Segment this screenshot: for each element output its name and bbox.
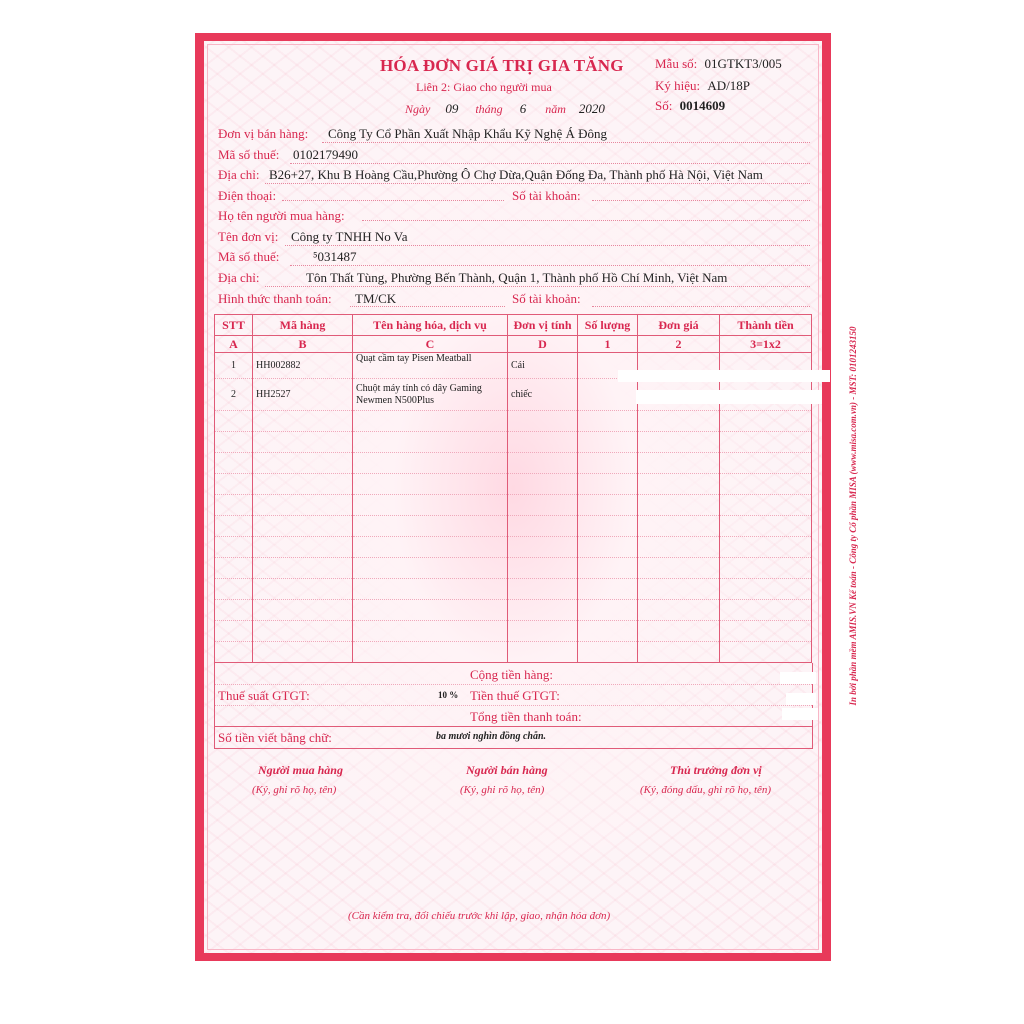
seller-signature-title: Người bán hàng <box>466 763 548 777</box>
buyer-person-label: Họ tên người mua hàng: <box>218 208 345 223</box>
buyer-address: Tôn Thất Tùng, Phường Bến Thành, Quận 1, Thành phố Hồ Chí Minh, Việt Nam <box>306 270 728 285</box>
col-header-price: Đơn giá <box>638 315 720 336</box>
buyer-company: Công ty TNHH No Va <box>291 229 408 244</box>
empty-row <box>215 474 812 495</box>
empty-row <box>215 432 812 453</box>
invoice-title: HÓA ĐƠN GIÁ TRỊ GIA TĂNG <box>380 56 624 75</box>
payment-method-label: Hình thức thanh toán: <box>218 291 332 306</box>
vat-rate-value: 10 % <box>438 690 459 700</box>
row-stt: 2 <box>215 379 253 411</box>
col-header-name: Tên hàng hóa, dịch vụ <box>353 315 508 336</box>
date-ngay-label: Ngày <box>405 102 431 116</box>
empty-row <box>215 579 812 600</box>
buyer-address-label: Địa chỉ: <box>218 270 260 285</box>
col-code-b: B <box>253 336 353 353</box>
seller-phone-label: Điện thoại: <box>218 188 277 203</box>
col-code-1: 1 <box>578 336 638 353</box>
redaction-mark <box>782 708 818 720</box>
empty-row <box>215 411 812 432</box>
side-print-text: In bởi phần mềm AMIS.VN Kế toán - Công ty Cổ phần MISA (www.misa.com.vn) - MST: 0101243150 <box>848 326 858 706</box>
col-code-c: C <box>353 336 508 353</box>
buyer-company-label: Tên đơn vị: <box>218 229 279 244</box>
form-label: Mẫu số: <box>655 56 698 71</box>
empty-row <box>215 558 812 579</box>
buyer-tax-label: Mã số thuế: <box>218 249 280 264</box>
invoice-number <box>655 98 725 114</box>
date-thang-label: tháng <box>475 102 503 116</box>
empty-row <box>215 495 812 516</box>
date-year: 2020 <box>578 101 605 116</box>
seller-address: B26+27, Khu B Hoàng Cầu,Phường Ô Chợ Dừa,Quận Đống Đa, Thành phố Hà Nội, Việt Nam <box>269 167 763 182</box>
buyer-account-label: Số tài khoản: <box>512 291 581 306</box>
footer-note: (Cần kiểm tra, đối chiếu trước khi lập, giao, nhận hóa đơn) <box>348 910 611 922</box>
in-words-value: ba mươi nghìn đồng chẵn. <box>436 731 546 742</box>
payment-method: TM/CK <box>355 291 397 306</box>
number-value: 0014609 <box>679 98 726 113</box>
col-header-quantity: Số lượng <box>578 315 638 336</box>
vat-rate-label: Thuế suất GTGT: <box>218 688 310 703</box>
seller-tax: 0102179490 <box>293 147 358 162</box>
col-header-amount: Thành tiền <box>720 315 812 336</box>
empty-row <box>215 537 812 558</box>
date-day: 09 <box>445 101 459 116</box>
in-words-label: Số tiền viết bằng chữ: <box>218 730 332 745</box>
form-number <box>655 56 782 72</box>
director-signature-note: (Ký, đóng dấu, ghi rõ họ, tên) <box>640 784 772 796</box>
redaction-mark <box>780 672 816 684</box>
seller-account-label: Số tài khoản: <box>512 188 581 203</box>
row-unit: chiếc <box>508 379 578 411</box>
row-code: HH2527 <box>253 379 353 411</box>
copy-label: Liên 2: Giao cho người mua <box>416 80 552 94</box>
row-code: HH002882 <box>253 353 353 379</box>
col-header-unit: Đơn vị tính <box>508 315 578 336</box>
row-name: Quạt cầm tay Pisen Meatball <box>353 353 508 379</box>
grand-total-label: Tổng tiền thanh toán: <box>470 709 582 724</box>
redaction-mark <box>618 370 830 382</box>
redaction-mark <box>636 390 822 404</box>
buyer-tax: ⁵031487 <box>313 249 357 264</box>
col-code-2: 2 <box>638 336 720 353</box>
col-code-d: D <box>508 336 578 353</box>
col-header-code: Mã hàng <box>253 315 353 336</box>
items-table <box>214 314 812 663</box>
seller-signature-note: (Ký, ghi rõ họ, tên) <box>460 784 545 796</box>
empty-row <box>215 600 812 621</box>
seller-address-label: Địa chỉ: <box>218 167 260 182</box>
buyer-signature-title: Người mua hàng <box>258 763 343 777</box>
col-code-a: A <box>215 336 253 353</box>
buyer-signature-note: (Ký, ghi rõ họ, tên) <box>252 784 337 796</box>
redaction-mark <box>786 693 816 705</box>
side-print-note <box>846 266 860 766</box>
vat-amount-label: Tiền thuế GTGT: <box>470 688 560 703</box>
director-signature-title: Thủ trưởng đơn vị <box>670 763 762 777</box>
number-label: Số: <box>655 98 673 113</box>
seller-name: Công Ty Cổ Phần Xuất Nhập Khẩu Kỹ Nghệ Á Đông <box>328 126 608 141</box>
symbol-value: AD/18P <box>707 78 751 93</box>
invoice-date <box>405 101 605 117</box>
empty-row <box>215 621 812 642</box>
empty-row <box>215 453 812 474</box>
symbol-label: Ký hiệu: <box>655 78 701 93</box>
col-header-stt: STT <box>215 315 253 336</box>
seller-name-label: Đơn vị bán hàng: <box>218 126 309 141</box>
invoice-symbol <box>655 78 750 94</box>
date-nam-label: năm <box>545 102 566 116</box>
empty-row <box>215 516 812 537</box>
seller-tax-label: Mã số thuế: <box>218 147 280 162</box>
col-code-3: 3=1x2 <box>720 336 812 353</box>
row-unit: Cái <box>508 353 578 379</box>
subtotal-label: Cộng tiền hàng: <box>470 667 554 682</box>
empty-row <box>215 642 812 663</box>
row-stt: 1 <box>215 353 253 379</box>
form-value: 01GTKT3/005 <box>704 56 782 71</box>
date-month: 6 <box>519 101 527 116</box>
row-name: Chuột máy tính có dây Gaming Newmen N500Plus <box>353 379 508 411</box>
